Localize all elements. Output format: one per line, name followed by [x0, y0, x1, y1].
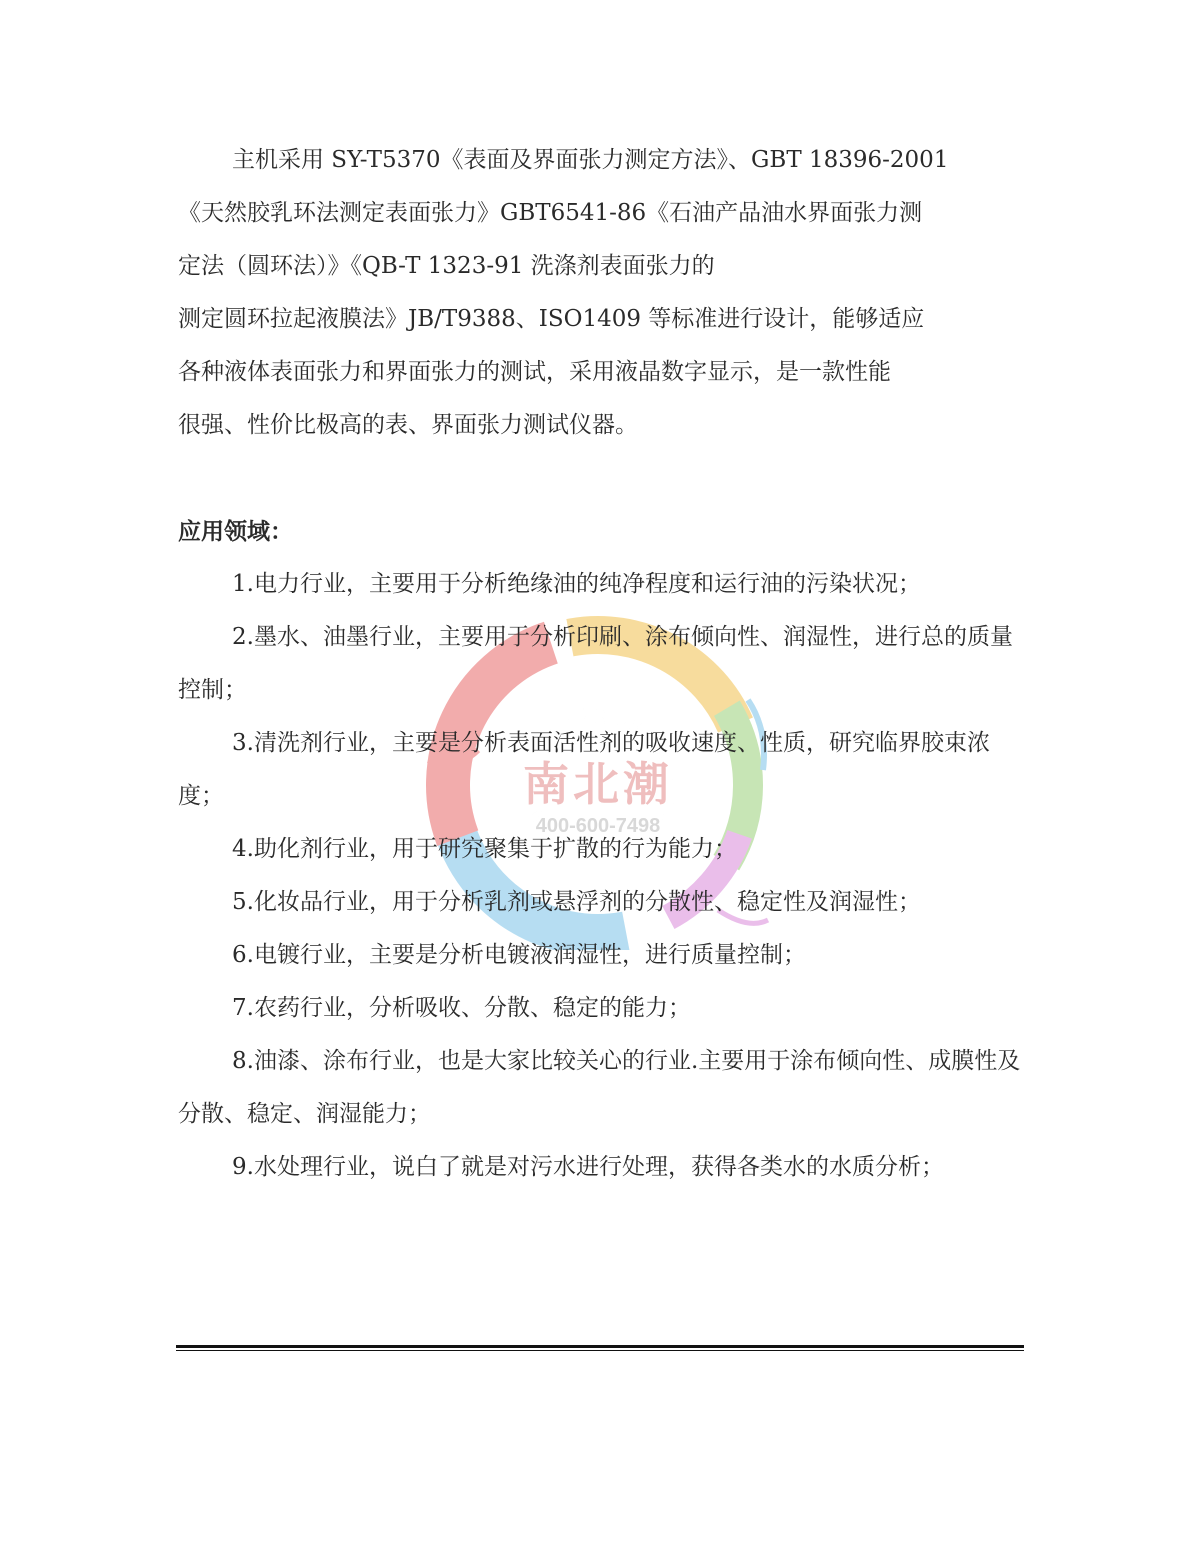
list-item: 7.农药行业，分析吸收、分散、稳定的能力； [232, 995, 691, 1021]
list-item: 3.清洗剂行业，主要是分析表面活性剂的吸收速度、性质，研究临界胶束浓度； [178, 730, 990, 809]
footer-double-rule [176, 1345, 1024, 1351]
list-item: 9.水处理行业，说白了就是对污水进行处理，获得各类水的水质分析； [232, 1154, 944, 1180]
application-list [178, 558, 1024, 1194]
intro-paragraph [178, 134, 1024, 452]
list-item: 5.化妆品行业，用于分析乳剂或悬浮剂的分散性、稳定性及润湿性； [232, 889, 921, 915]
intro-line-6: 很强、性价比极高的表、界面张力测试仪器。 [178, 412, 638, 438]
list-item: 8.油漆、涂布行业，也是大家比较关心的行业.主要用于涂布倾向性、成膜性及分散、稳定、润湿能力； [178, 1048, 1021, 1127]
watermark-phone: 400-600-7498 [535, 815, 661, 837]
watermark-brand: 南北潮 [523, 758, 673, 810]
list-item: 2.墨水、油墨行业，主要用于分析印刷、涂布倾向性、润湿性，进行总的质量控制； [178, 624, 1013, 703]
intro-line-5: 各种液体表面张力和界面张力的测试，采用液晶数字显示，是一款性能 [178, 359, 891, 385]
list-item: 4.助化剂行业，用于研究聚集于扩散的行为能力； [232, 836, 737, 862]
intro-line-3: 定法（圆环法）》《QB-T 1323-91 洗涤剂表面张力的 [178, 253, 715, 279]
section-heading: 应用领域： [178, 518, 293, 545]
intro-line-4: 测定圆环拉起液膜法》JB/T9388、ISO1409 等标准进行设计，能够适应 [178, 306, 925, 332]
list-item: 1.电力行业，主要用于分析绝缘油的纯净程度和运行油的污染状况； [232, 571, 921, 597]
document-body [178, 134, 1024, 1194]
intro-line-1: 主机采用 SY-T5370《表面及界面张力测定方法》、GBT 18396-2001 [232, 147, 949, 173]
list-item: 6.电镀行业，主要是分析电镀液润湿性，进行质量控制； [232, 942, 806, 968]
intro-line-2: 《天然胶乳环法测定表面张力》GBT6541-86《石油产品油水界面张力测 [178, 200, 923, 226]
